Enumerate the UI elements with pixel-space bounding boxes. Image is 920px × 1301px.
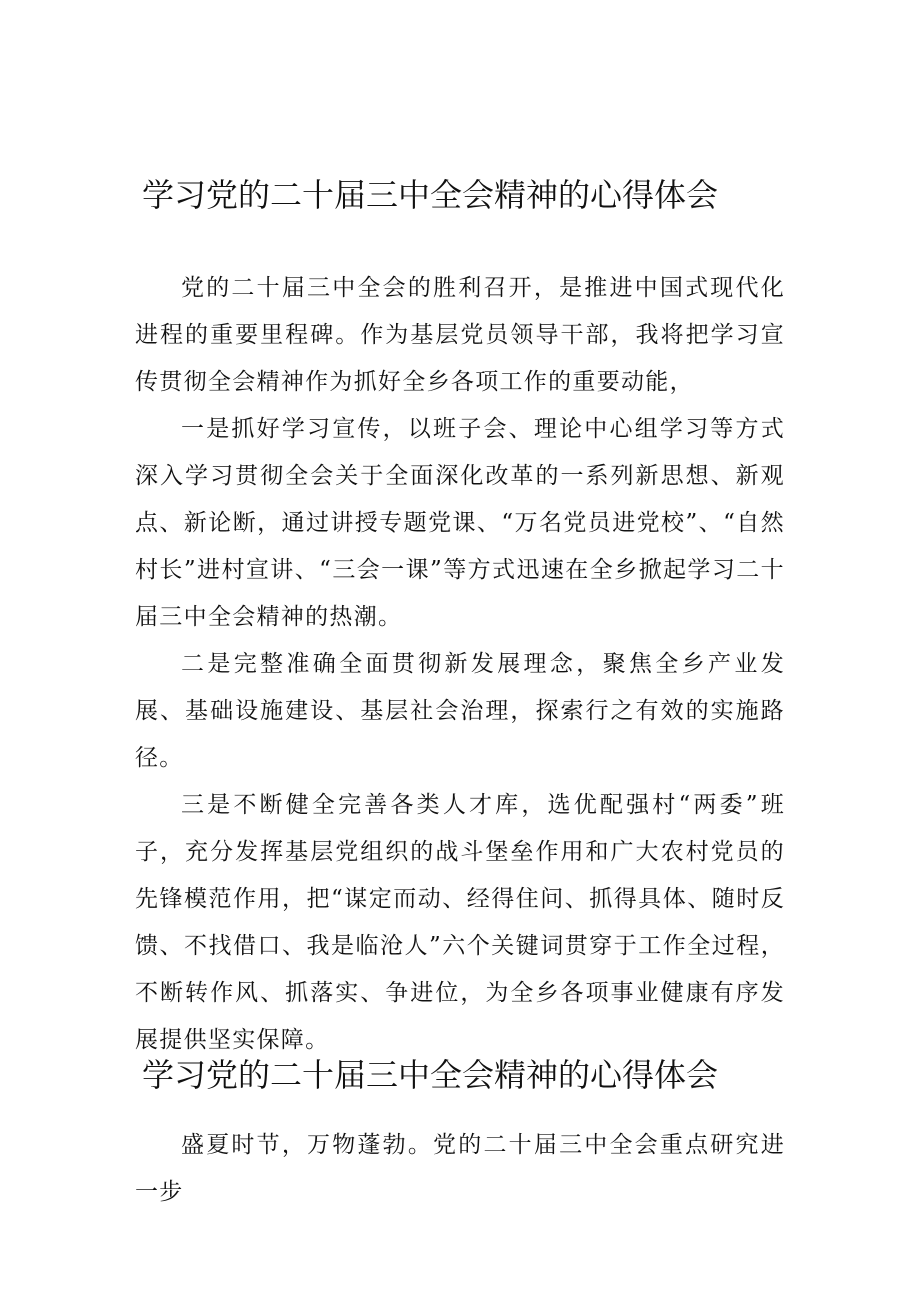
article-body — [135, 265, 785, 1064]
paragraph-intro: 党的二十届三中全会的胜利召开，是推进中国式现代化进程的重要里程碑。作为基层党员领导干部，我将把学习宣传贯彻全会精神作为抓好全乡各项工作的重要动能， — [135, 275, 785, 395]
second-article-title: 学习党的二十届三中全会精神的心得体会 — [142, 1056, 719, 1094]
second-article-body — [135, 1122, 785, 1216]
article-title: 学习党的二十届三中全会精神的心得体会 — [142, 176, 719, 214]
paragraph-point-three: 三是不断健全完善各类人才库，选优配强村“两委”班子，充分发挥基层党组织的战斗堡垒作用和广大农村党员的先锋模范作用，把“谋定而动、经得住问、抓得具体、随时反馈、不找借口、我是临沧人”六个关键词贯穿于工作全过程，不断转作风、抓落实、争进位，为全乡各项事业健康有序发展提供坚实保障。 — [135, 792, 785, 1053]
paragraph-point-one: 一是抓好学习宣传，以班子会、理论中心组学习等方式深入学习贯彻全会关于全面深化改革的一系列新思想、新观点、新论断，通过讲授专题党课、“万名党员进党校”、“自然村长”进村宣讲、“三会一课”等方式迅速在全乡掀起学习二十届三中全会精神的热潮。 — [135, 416, 785, 630]
paragraph-point-two: 二是完整准确全面贯彻新发展理念，聚焦全乡产业发展、基础设施建设、基层社会治理，探索行之有效的实施路径。 — [135, 651, 785, 771]
second-paragraph-intro: 盛夏时节，万物蓬勃。党的二十届三中全会重点研究进一步 — [135, 1132, 785, 1205]
